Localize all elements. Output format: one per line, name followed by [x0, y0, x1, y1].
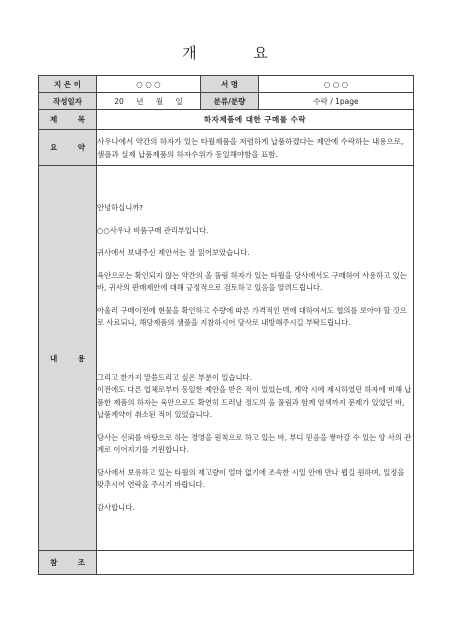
category-value: 수락 / 1page	[259, 93, 414, 110]
visit-request-paragraph: 아울러 구매이전에 현물을 확인하고 수량에 따른 가격적인 면에 대하여서도 협의를 보아야 할 것으로 사료되니, 해당제품의 샘플을 지참하시어 당사로 내방해주시길 부탁드립니다.	[97, 305, 407, 327]
date-value: 20 년 월 일	[97, 93, 201, 110]
summary-form-table	[38, 75, 414, 575]
name-value: ○ ○ ○	[259, 76, 414, 93]
trust-paragraph: 당사는 신뢰를 바탕으로 하는 경영을 원칙으로 하고 있는 바, 부디 믿음을 쌓아갈 수 있는 양 사의 관계로 이어지기를 기원합니다.	[97, 432, 412, 454]
positive-review-paragraph: 육안으로는 확인되지 않는 약간의 올 풀림 하자가 있는 타월을 당사에서도 구매하여 사용하고 있는 바, 귀사의 판매제안에 대해 긍정적으로 검토하고 있음을 알려드립니다.	[97, 270, 407, 292]
greeting-text: 안녕하십니까?	[97, 203, 144, 212]
summary-text: 사우나에서 약간의 하자가 있는 타월제품을 저렴하게 납품하겠다는 제안에 수락하는 내용으로, 샘플과 실제 납품제품의 하자수위가 동일해야함을 표함.	[97, 130, 414, 166]
summary-label: 요 약	[39, 130, 97, 166]
subject-label: 제 목	[39, 110, 97, 130]
author-label: 지 은 이	[39, 76, 97, 93]
reference-value	[97, 551, 414, 575]
subject-value: 하자제품에 대한 구매를 수락	[97, 110, 414, 130]
reference-label: 참 조	[39, 551, 97, 575]
intro-text: ○○사우나 비품구매 관리부입니다.	[97, 225, 209, 235]
category-label: 분류/분량	[201, 93, 259, 110]
page-title: 개 요	[182, 44, 294, 62]
content-body	[97, 166, 414, 551]
meeting-request-paragraph: 당사에서 보유하고 있는 타월의 재고량이 얼마 없기에 조속한 시일 안에 만나 뵙길 원하며, 일정을 맞추시어 연락을 주시기 바랍니다.	[97, 467, 405, 489]
past-issue-paragraph: 그리고 한가지 말씀드리고 싶은 부분이 있습니다. 이전에도 다른 업체로부터 동일한 제안을 받은 적이 있었는데, 계약 시에 제시하였던 하자에 비해 납품한 제품의 하자는 육안으로도 확연히 드러날 정도의 올 풀림과 함께 염색까지 문제가 있었던 바, 납품계약이 취소된 적이 있었습니다.	[97, 372, 412, 419]
closing-text: 감사합니다.	[97, 502, 135, 512]
content-label: 내 용	[39, 166, 97, 551]
proposal-read-text: 귀사에서 보내주신 제안서는 잘 읽어보았습니다.	[97, 248, 250, 257]
author-value: ○ ○ ○	[97, 76, 201, 93]
date-label: 작성일자	[39, 93, 97, 110]
name-label: 서 명	[201, 76, 259, 93]
